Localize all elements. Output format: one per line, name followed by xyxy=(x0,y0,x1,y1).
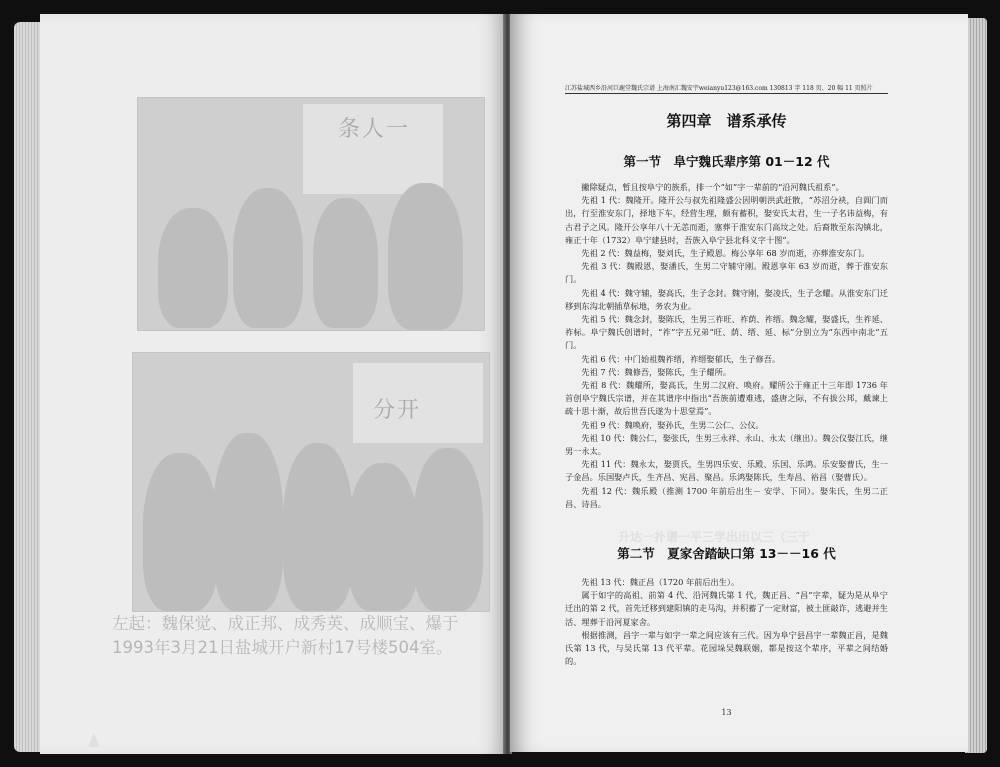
photo-bottom-person xyxy=(413,448,483,611)
photo-top-person xyxy=(388,183,463,330)
running-header: 江苏盐城西乡沿河巨鹿堂魏氏宗谱 上海南汇魏安宇weianyu123@163.com 130813 字 118 页、20 幅 11 页照片 xyxy=(565,85,873,92)
photo-bottom-person xyxy=(213,433,283,611)
paragraph: 先祖 2 代：魏益梅，娶刘氏，生子殿恩。梅公享年 68 岁而逝，亦葬淮安东门。 xyxy=(581,248,870,259)
paragraph: 先祖 10 代：魏公仁，娶张氏，生男三永祥、永山、永太（继出）。魏公仪娶江氏，继男一永太。 xyxy=(565,432,888,457)
section-2-title: 第二节 夏家舍踏缺口第 13－－16 代 xyxy=(617,546,836,561)
photo-top-person xyxy=(233,188,303,328)
paragraph: 先祖 12 代：魏乐殿（推测 1700 年前后出生－ 安学、下同）。娶朱氏，生男二正昌、诗昌。 xyxy=(565,485,888,509)
page-corner-fold xyxy=(88,733,100,747)
caption-line: 左起：魏保觉、成正邦、成秀英、成顺宝、爆于 xyxy=(112,614,459,633)
paragraph: 先祖 7 代：魏修吾，娶陈氏，生子耀所。 xyxy=(581,366,731,377)
photo-bottom xyxy=(132,352,490,612)
paragraph: 根据推测，昌字一辈与如字一辈之间应该有三代。因为阜宁县昌字一辈魏正昌，是魏氏第 13 代，与吴氏第 13 代平辈。花园垛吴魏联姻，都是按这个辈序，平辈之间结婚的。 xyxy=(565,629,888,667)
chapter-title: 第四章 谱系承传 xyxy=(666,112,787,130)
paragraph: 撇除疑点，暂且按阜宁的族系，排一个“如”字一辈前的“沿河魏氏祖系”。 xyxy=(581,182,844,192)
photo-top-person xyxy=(158,208,228,328)
paragraph: 属于如字的高祖、前第 4 代、沿河魏氏第 1 代，魏正昌、“昌”字辈，疑为是从阜宁迁出的第 2 代，首先迁移到建阳镇的走马沟，并积蓄了一定财富，被土匪敲诈，逃避并生活、埋葬于沿河夏家舍。 xyxy=(565,590,888,627)
paragraph: 先祖 4 代：魏守辅，娶高氏，生子念封。魏守刚，娶凌氏，生子念耀。从淮安东门迁移到东沟北朝插草标地，务农为业。 xyxy=(565,287,888,311)
bleed-through-text: 升达一扑谱一平三学出出以三（三于 xyxy=(618,530,811,544)
photo-top xyxy=(137,97,485,331)
photo-bottom-person xyxy=(283,443,353,611)
photo-caption xyxy=(112,612,496,660)
paragraph: 先祖 1 代：魏隆开。隆开公与叔先祖隆盛公因明朝洪武赶散，“苏沼分袂，自阊门而出，行至淮安东门，择地下车，经营生理，颇有蓄积，娶安氏太君，生一子名讳益梅，有古君子之风。隆开公享年八十无恙而逝，塞葬于淮安东门高坟之处。后裔散至东沟镇北，雍正十年（1732）阜宁建县时，吾族入阜宁县北科义字十图”。 xyxy=(565,195,888,245)
paragraph: 先祖 9 代：魏唤府，娶孙氏，生男二公仁、公仪。 xyxy=(581,419,764,430)
paragraph: 先祖 5 代：魏念封，娶陈氏，生男三祚旺、祚荫、祚缙。魏念耀，娶盛氏，生祚延、祚标。阜宁魏氏创谱时，“祚”字五兄弟“旺、荫、缙、延、标”分别立为“东西中南北”五门。 xyxy=(565,314,888,351)
section-1-body xyxy=(565,181,888,511)
header-rule xyxy=(565,93,888,94)
photo-bottom-banner: 分开 xyxy=(373,398,422,423)
section-2-body xyxy=(565,576,888,668)
photo-bottom-person xyxy=(348,463,418,611)
right-page-stack-edge xyxy=(965,18,987,753)
section-1-title: 第一节 阜宁魏氏辈序第 01－12 代 xyxy=(623,154,830,169)
page-number: 13 xyxy=(721,708,732,717)
paragraph: 先祖 6 代：中门始祖魏祚缙，祚缙娶郁氏，生子修吾。 xyxy=(581,353,781,364)
paragraph: 先祖 3 代：魏殿恩，娶潘氏，生男二守辅守刚。殿恩享年 63 岁而逝，葬于淮安东门。 xyxy=(565,261,888,285)
photo-top-person xyxy=(313,198,378,328)
photo-top-banner: 条人一 xyxy=(338,117,411,142)
paragraph: 先祖 13 代：魏正昌（1720 年前后出生）。 xyxy=(581,577,740,587)
caption-line: 1993年3月21日盐城开户新村17号楼504室。 xyxy=(112,638,453,657)
photo-bottom-person xyxy=(143,453,218,611)
paragraph: 先祖 8 代：魏耀所，娶高氏，生男二汉府、唤府。耀所公于雍正十三年即 1736 年首创阜宁魏氏宗谱，并在其谱序中指出“吾族前遭难逃，盛唐之际，不有拔公邦，戴谏上疏十思十渐，故后世吾氏遂为十思堂焉”。 xyxy=(565,380,888,417)
paragraph: 先祖 11 代：魏永太，娶贾氏，生男四乐安、乐殿、乐国、乐鸿。乐安娶曹氏，生一子金昌。乐国娶卢氏，生齐昌、宪昌、聚昌。乐鸿娶陈氏，生寿昌、裕昌（娶曹氏）。 xyxy=(565,459,888,483)
